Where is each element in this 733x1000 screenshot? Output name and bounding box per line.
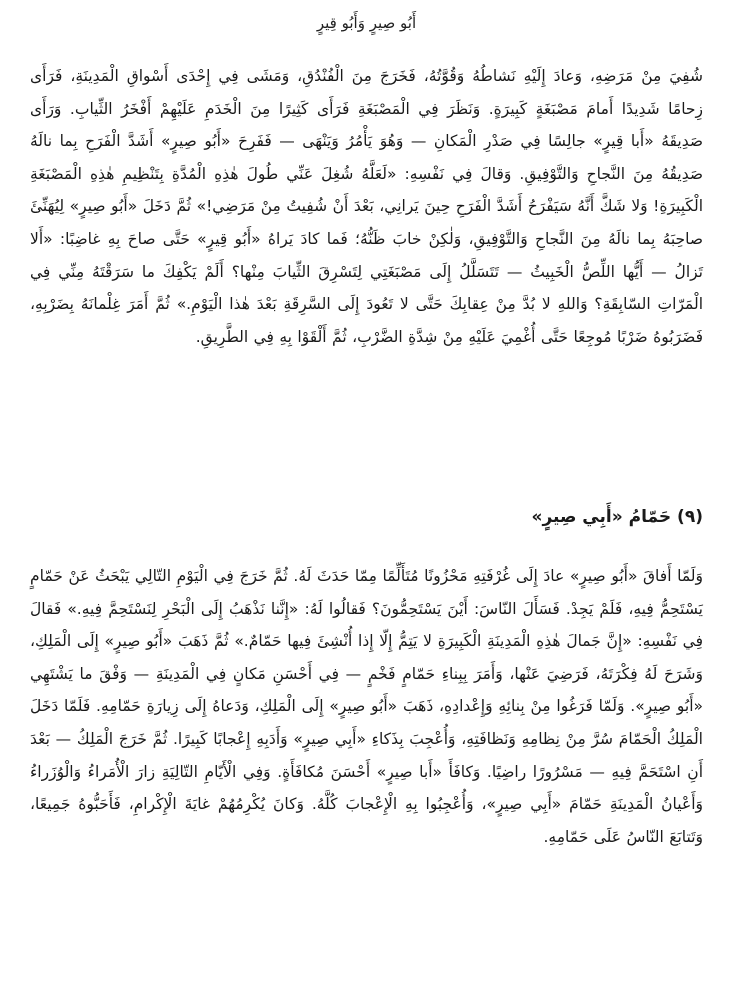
body-paragraph-2: وَلَمّا أَفاقَ «أَبُو صِيرٍ» عادَ إِلَى غُرْفَتِهِ مَحْزُونًا مُتَأَلِّمًا مِمّا حَدَثَ لَهُ. ثُمَّ خَرَجَ فِي الْيَوْمِ التّالِي يَبْحَثُ عَنْ حَمّامٍ يَسْتَحِمُّ فِيهِ، فَلَمْ يَجِدْ. فَسَأَلَ النّاسَ: أَيْنَ يَسْتَحِمُّونَ؟ فَقالُوا لَهُ: «إِنَّنا نَذْهَبُ إِلَى الْبَحْرِ لِنَسْتَحِمَّ فِيهِ.» فَقالَ فِي نَفْسِهِ: «إِنَّ جَمالَ هٰذِهِ الْمَدِينَةِ الْكَبِيرَةِ لا يَتِمُّ إِلّا إِذا أُنْشِئَ فِيها حَمّامٌ.» ثُمَّ ذَهَبَ «أَبُو صِيرٍ» إِلَى الْمَلِكِ، وَشَرَحَ لَهُ فِكْرَتَهُ، فَرَضِيَ عَنْها، وَأَمَرَ بِبِناءِ حَمّامٍ فَخْمٍ — فِي أَحْسَنِ مَكانٍ فِي الْمَدِينَةِ — وَفْقَ ما يَشْتَهِي «أَبُو صِيرٍ». وَلَمّا فَرَغُوا مِنْ بِنائِهِ وَإِعْدادِهِ، ذَهَبَ «أَبُو صِيرٍ» إِلَى الْمَلِكِ، وَدَعاهُ إِلَى زِيارَةِ حَمّامِهِ. فَلَمّا دَخَلَ الْمَلِكُ الْحَمّامَ سُرَّ مِنْ نِظامِهِ وَنَظافَتِهِ، وَأُعْجِبَ بِذَكاءِ «أَبِي صِيرٍ» وَأَدَبِهِ إِعْجابًا كَبِيرًا. ثُمَّ خَرَجَ الْمَلِكُ — بَعْدَ أَنِ اسْتَحَمَّ فِيهِ — مَسْرُورًا راضِيًا. وَكافَأَ «أَبا صِيرٍ» أَحْسَنَ مُكافَأَةٍ. وَفِي الْأَيّامِ التّالِيَةِ زارَ الْأُمَراءُ وَالْوُزَراءُ وَأَعْيانُ الْمَدِينَةِ حَمّامَ «أَبِي صِيرٍ»، وَأُعْجِبُوا بِهِ الْإِعْجابَ كُلَّهُ. وَكانَ يُكْرِمُهُمْ غايَةَ الْإِكْرامِ، فَأَحَبُّوهُ جَمِيعًا، وَتَتابَعَ النّاسُ عَلَى حَمّامِهِ. [30,567,703,846]
body-paragraph-1: شُفِيَ مِنْ مَرَضِهِ، وَعادَ إِلَيْهِ نَشاطُهُ وَقُوَّتُهُ، فَخَرَجَ مِنَ الْفُنْدُقِ، وَمَشَى فِي إِحْدَى أَسْواقِ الْمَدِينَةِ، فَرَأَى زِحامًا شَدِيدًا أَمامَ مَصْبَغَةٍ كَبِيرَةٍ. وَنَظَرَ فِي الْمَصْبَغَةِ فَرَأَى كَثِيرًا مِنَ الْخَدَمِ عَلَيْهِمْ أَفْخَرُ الثِّيابِ. وَرَأَى صَدِيقَهُ «أَبا قِيرٍ» جالِسًا فِي صَدْرِ الْمَكانِ — وَهُوَ يَأْمُرُ وَيَنْهَى — فَفَرِحَ «أَبُو صِيرٍ» أَشَدَّ الْفَرَحِ بِما نالَهُ صَدِيقُهُ مِنَ النَّجاحِ وَالتَّوْفِيقِ. وَقالَ فِي نَفْسِهِ: «لَعَلَّهُ شُغِلَ عَنِّي طُولَ هٰذِهِ الْمُدَّةِ بِتَنْظِيمِ هٰذِهِ الْمَصْبَغَةِ الْكَبِيرَةِ! وَلا شَكَّ أَنَّهُ سَيَفْرَحُ أَشَدَّ الْفَرَحِ حِينَ يَرانِي، بَعْدَ أَنْ شُفِيتُ مِنْ مَرَضِي!» ثُمَّ دَخَلَ «أَبُو صِيرٍ» لِيُهَنِّئَ صاحِبَهُ بِما نالَهُ مِنَ النَّجاحِ وَالتَّوْفِيقِ، وَلٰكِنْ خابَ ظَنُّهُ؛ فَما كادَ يَراهُ «أَبُو قِيرٍ» حَتَّى صاحَ بِهِ غاضِبًا: «أَلا تَزالُ — أَيُّها اللِّصُّ الْخَبِيثُ — تَتَسَلَّلُ إِلَى مَصْبَغَتِي لِتَسْرِقَ الثِّيابَ مِنْها؟ أَلَمْ يَكْفِكَ ما سَرَقْتَهُ مِنِّي فِي الْمَرّاتِ السّابِقَةِ؟ وَاللهِ لا بُدَّ مِنْ عِقابِكَ حَتَّى لا تَعُودَ إِلَى السَّرِقَةِ بَعْدَ هٰذا الْيَوْمِ.» ثُمَّ أَمَرَ غِلْمانَهُ بِضَرْبِهِ، فَضَرَبُوهُ ضَرْبًا مُوجِعًا حَتَّى أُغْمِيَ عَلَيْهِ مِنْ شِدَّةِ الضَّرْبِ، ثُمَّ أَلْقَوْا بِهِ فِي الطَّرِيقِ. [30,67,703,346]
section-title-text: حَمّامُ «أَبِي صِيرٍ» [531,507,672,527]
section-heading [30,504,703,530]
section-number: (٩) [677,507,703,527]
running-header: أَبُو صِيرٍ وَأَبُو قِيرٍ [316,14,417,32]
